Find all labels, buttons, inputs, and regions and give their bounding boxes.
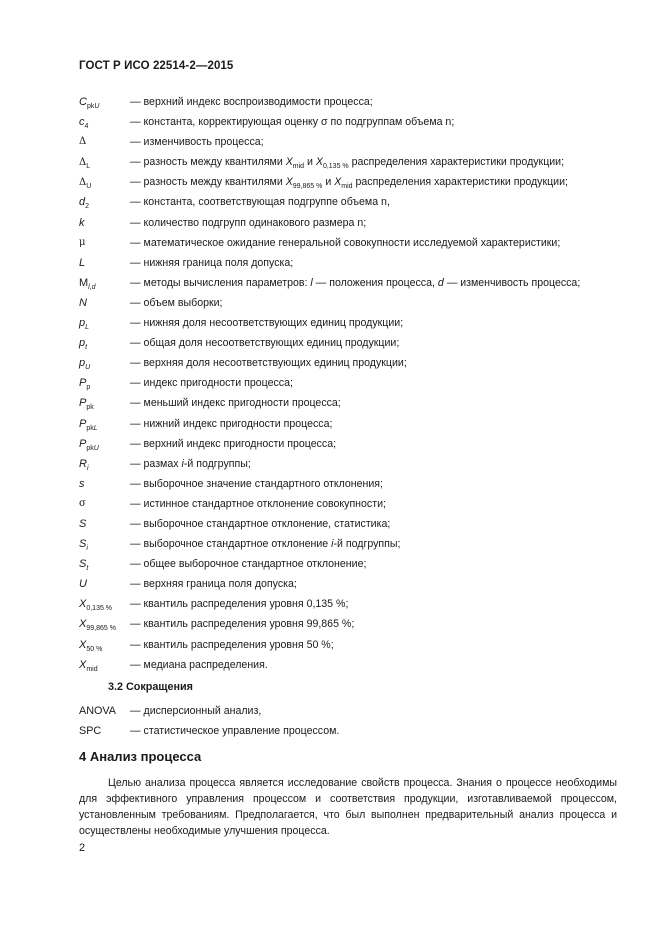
- abbreviation-term: SPC: [79, 725, 102, 737]
- symbol-ppku: $P_{pkU}$: [79, 437, 99, 452]
- symbol-desc-d2: — константа, соответствующая подгруппе объема n,: [130, 196, 390, 209]
- body-paragraph: Целью анализа процесса является исследование свойств процесса. Знания о процессе необходимы для эффективного управления процессом и соответствия продукции, изготавливаемой процессом, установленным требованиям. Предполагается, что был выполнен предварительный анализ процесса и осуществлены необходимые улучшения процесса.: [79, 777, 617, 837]
- symbol-desc-ri: — размах i-й подгруппы;: [130, 457, 251, 470]
- symbol-delta-l: $\Delta_L$: [79, 157, 91, 171]
- symbol-delta: Δ: [79, 136, 87, 148]
- symbol-si: $S_i$: [79, 538, 88, 553]
- symbol-x99865: $X_{99,865 \%}$: [79, 618, 116, 633]
- symbol-row-ppku: [79, 434, 619, 454]
- symbol-desc-delta-u: — разность между квантилями $X_{99,865 \%}$ и $X_{mid}$ распределения характеристики продукции;: [130, 176, 568, 191]
- symbol-row-n: [79, 293, 619, 313]
- symbol-row-ppkl: [79, 414, 619, 434]
- symbol-delta-u: $\Delta_U$: [79, 177, 92, 191]
- symbol-s-lower: s: [79, 477, 85, 490]
- symbol-row-s-lower: [79, 474, 619, 494]
- symbol-desc-pu: — верхняя доля несоответствующих единиц продукции;: [130, 357, 407, 370]
- symbol-desc-u: — верхняя граница поля допуска;: [130, 578, 297, 591]
- symbol-row-ppk: [79, 393, 619, 413]
- symbol-desc-x99865: — квантиль распределения уровня 99,865 %;: [130, 618, 355, 631]
- symbol-row-delta-l: [79, 152, 619, 172]
- symbol-desc-mu: — математическое ожидание генеральной совокупности исследуемой характеристики;: [130, 236, 561, 249]
- symbol-row-x0135: [79, 594, 619, 614]
- symbol-desc-xmid: — медиана распределения.: [130, 658, 268, 671]
- symbol-l: L: [79, 256, 86, 269]
- symbol-mu: μ: [79, 236, 86, 248]
- symbol-row-l: [79, 253, 619, 273]
- symbol-desc-pt: — общая доля несоответствующих единиц продукции;: [130, 337, 400, 350]
- symbol-desc-x50: — квантиль распределения уровня 50 %;: [130, 638, 334, 651]
- symbol-pl: $p_L$: [79, 317, 90, 332]
- symbol-desc-cpku: — верхний индекс воспроизводимости процесса;: [130, 96, 373, 108]
- symbol-ppkl: $P_{pkL}$: [79, 417, 98, 432]
- symbol-desc-s-upper: — выборочное стандартное отклонение, статистика;: [130, 517, 391, 530]
- symbol-row-cpku: [79, 92, 619, 112]
- abbreviation-term: ANOVA: [79, 705, 116, 717]
- symbol-desc-n: — объем выборки;: [130, 296, 223, 309]
- symbol-row-pt: [79, 333, 619, 353]
- symbol-row-ri: [79, 454, 619, 474]
- symbol-desc-st: — общее выборочное стандартное отклонение;: [130, 558, 367, 571]
- symbol-desc-s-lower: — выборочное значение стандартного отклонения;: [130, 477, 383, 490]
- symbol-cpku: $C_{pkU}$: [79, 96, 100, 110]
- symbol-desc-si: — выборочное стандартное отклонение i-й подгруппы;: [130, 538, 401, 551]
- abbreviation-desc: — статистическое управление процессом.: [130, 725, 340, 737]
- abbreviation-desc: — дисперсионный анализ,: [130, 705, 262, 717]
- symbol-row-si: [79, 534, 619, 554]
- symbol-desc-ppku: — верхний индекс пригодности процесса;: [130, 437, 337, 450]
- symbol-desc-ppkl: — нижний индекс пригодности процесса;: [130, 417, 333, 430]
- symbol-desc-l: — нижняя граница поля допуска;: [130, 256, 294, 269]
- symbol-pt: $p_t$: [79, 337, 88, 352]
- symbol-ppk: $P_{pk}$: [79, 397, 94, 412]
- symbol-row-delta: [79, 132, 619, 152]
- symbol-xmid: $X_{mid}$: [79, 658, 98, 673]
- page-number: 2: [79, 842, 86, 854]
- symbol-row-pp: [79, 373, 619, 393]
- symbol-mld: $M_{l,d}$: [79, 276, 96, 291]
- symbol-desc-delta: — изменчивость процесса;: [130, 136, 264, 149]
- symbol-row-s-upper: [79, 514, 619, 534]
- abbreviation-row: [79, 701, 619, 721]
- symbol-row-d2: [79, 192, 619, 212]
- symbol-row-mu: [79, 233, 619, 253]
- symbol-row-st: [79, 554, 619, 574]
- symbol-u: U: [79, 578, 87, 591]
- abbreviation-row: [79, 721, 619, 741]
- symbol-desc-pp: — индекс пригодности процесса;: [130, 377, 293, 390]
- symbol-sigma: σ: [79, 497, 86, 509]
- symbol-x0135: $X_{0,135 \%}$: [79, 598, 113, 613]
- abbreviations-heading: 3.2 Сокращения: [108, 681, 193, 693]
- abbreviation-list: [79, 701, 619, 741]
- symbol-row-xmid: [79, 655, 619, 675]
- symbol-desc-delta-l: — разность между квантилями $X_{mid}$ и $X_{0,135 \%}$ распределения характеристики продукции;: [130, 156, 565, 171]
- symbol-st: $S_t$: [79, 558, 89, 573]
- symbol-ri: $R_i$: [79, 457, 89, 472]
- symbol-list: [79, 92, 619, 675]
- document-header: ГОСТ Р ИСО 22514-2—2015: [79, 60, 234, 72]
- symbol-pu: $p_U$: [79, 357, 91, 372]
- symbol-row-pu: [79, 353, 619, 373]
- symbol-row-mld: [79, 273, 619, 293]
- symbol-x50: $X_{50 \%}$: [79, 638, 103, 653]
- symbol-s-upper: S: [79, 517, 87, 530]
- symbol-c4: $c_4$: [79, 116, 89, 131]
- symbol-desc-c4: — константа, корректирующая оценку σ по подгруппам объема n;: [130, 116, 455, 129]
- symbol-row-x50: [79, 635, 619, 655]
- symbol-d2: $d_2$: [79, 196, 90, 211]
- symbol-row-pl: [79, 313, 619, 333]
- symbol-n: N: [79, 296, 87, 309]
- section-heading: 4 Анализ процесса: [79, 749, 202, 764]
- symbol-desc-mld: — методы вычисления параметров: l — положения процесса, d — изменчивость процесса;: [130, 276, 581, 289]
- symbol-desc-k: — количество подгрупп одинакового размера n;: [130, 216, 367, 229]
- symbol-row-x99865: [79, 614, 619, 634]
- symbol-desc-x0135: — квантиль распределения уровня 0,135 %;: [130, 598, 349, 611]
- symbol-row-sigma: [79, 494, 619, 514]
- symbol-desc-pl: — нижняя доля несоответствующих единиц продукции;: [130, 317, 404, 330]
- symbol-row-c4: [79, 112, 619, 132]
- symbol-row-k: [79, 213, 619, 233]
- symbol-pp: $P_p$: [79, 377, 91, 392]
- symbol-desc-sigma: — истинное стандартное отклонение совокупности;: [130, 497, 386, 510]
- symbol-row-delta-u: [79, 172, 619, 192]
- symbol-desc-ppk: — меньший индекс пригодности процесса;: [130, 397, 341, 410]
- symbol-row-u: [79, 574, 619, 594]
- symbol-k: k: [79, 216, 85, 229]
